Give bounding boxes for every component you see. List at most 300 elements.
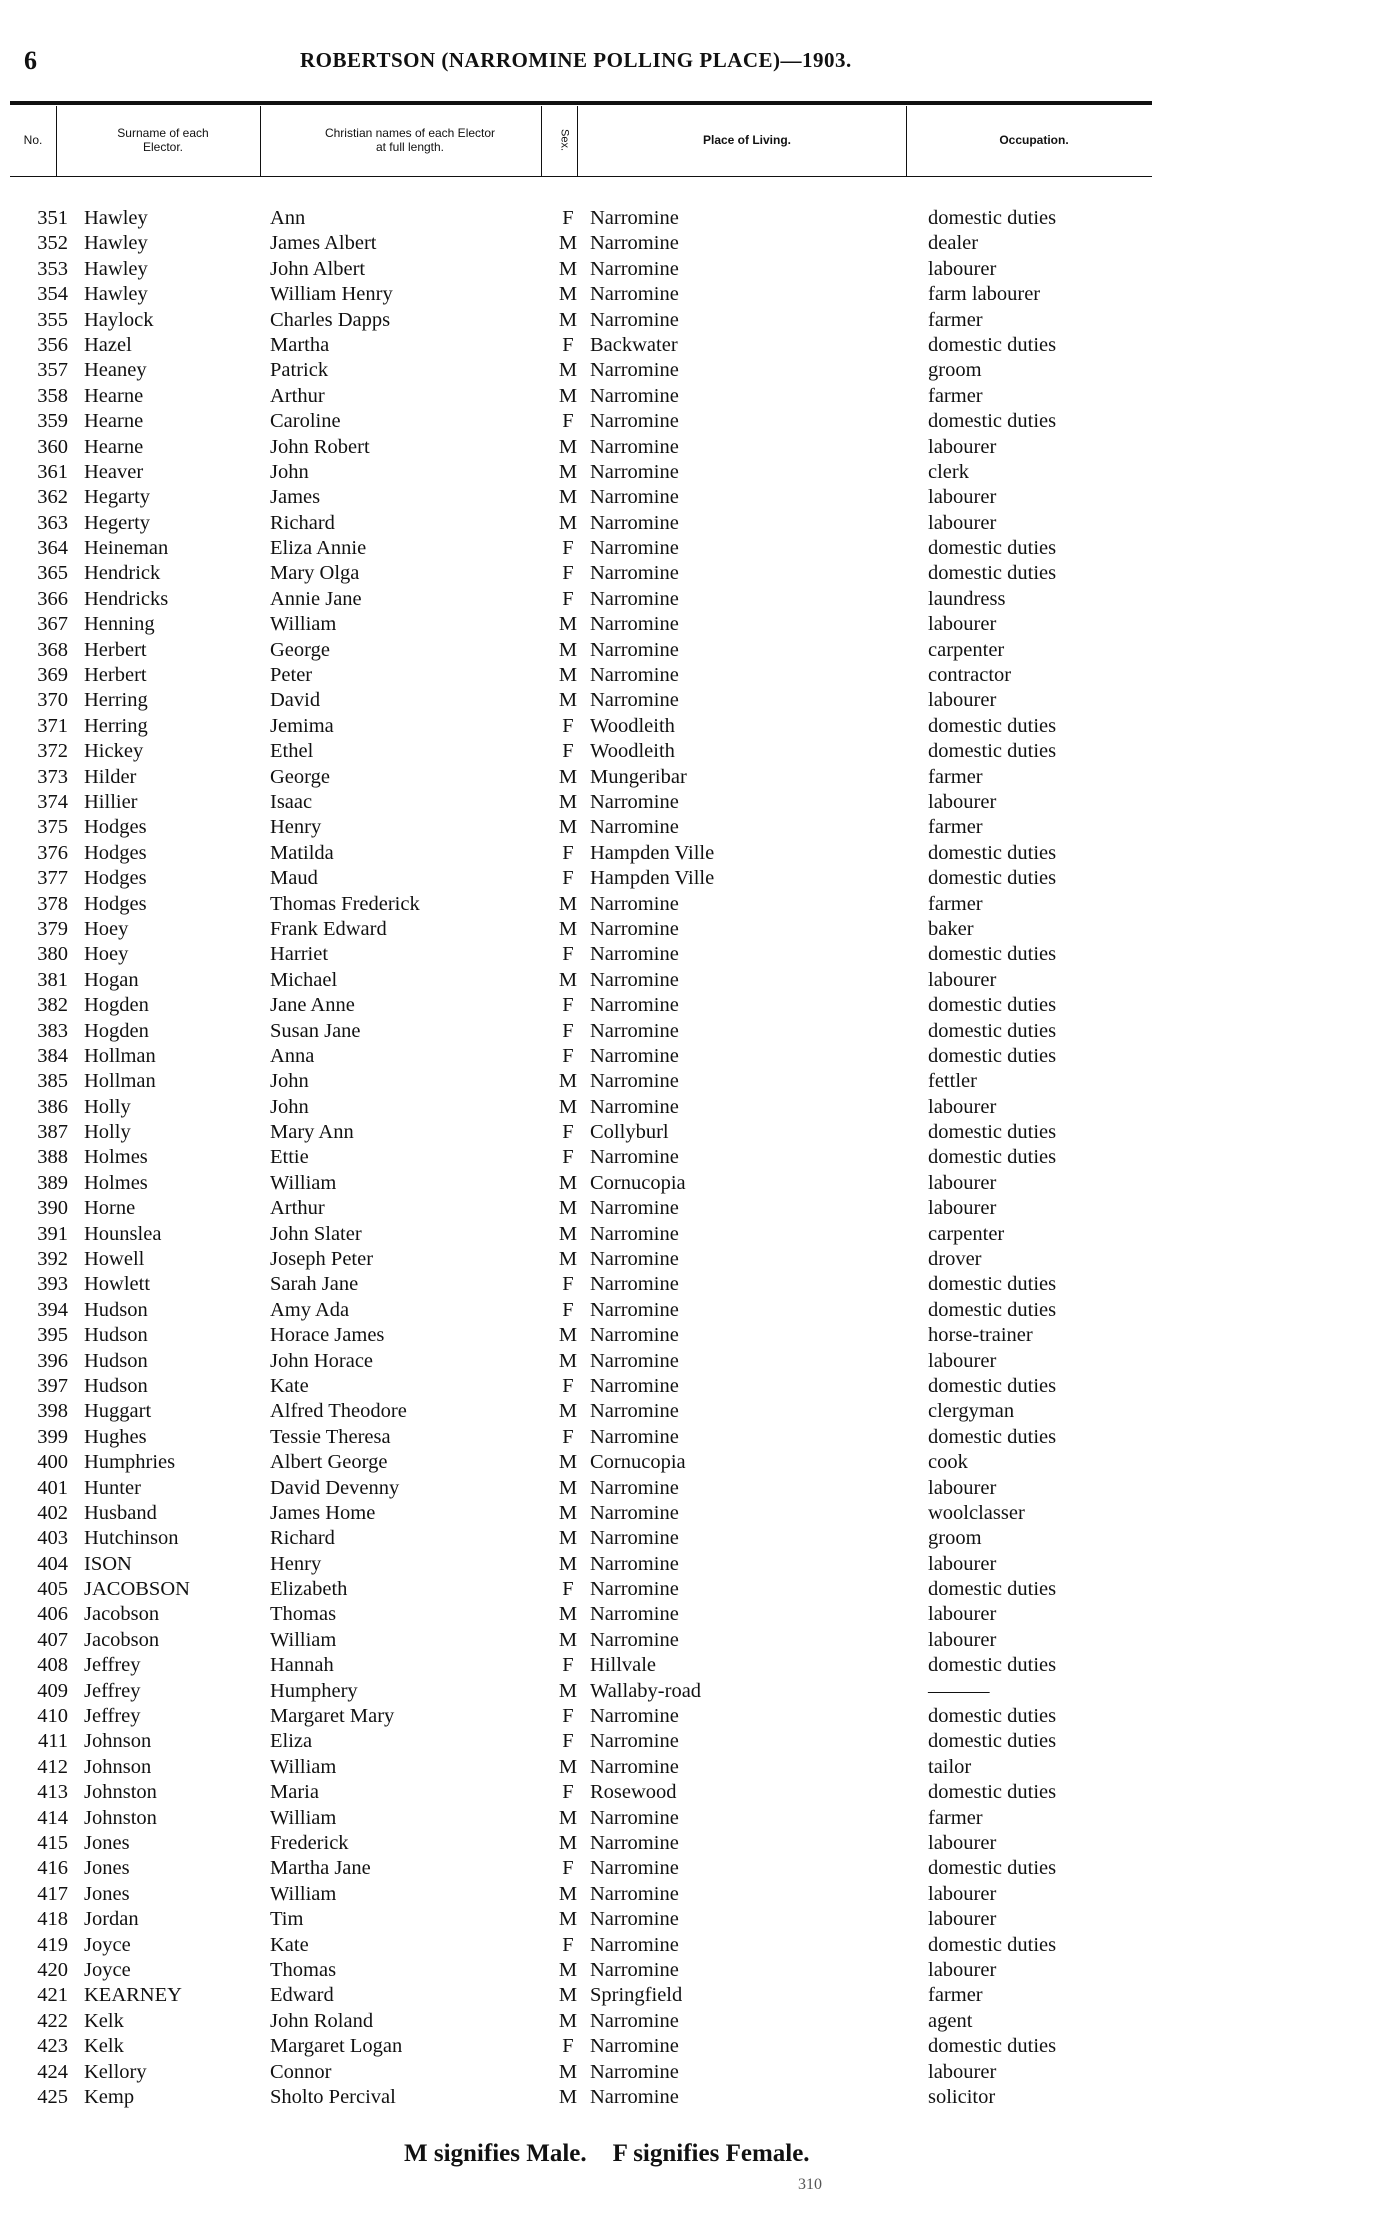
elector-number: 385 xyxy=(37,1070,68,1093)
elector-place: Narromine xyxy=(590,1044,679,1067)
elector-sex: M xyxy=(558,308,578,331)
elector-place: Hampden Ville xyxy=(590,841,715,864)
elector-surname: Johnson xyxy=(84,1755,152,1778)
elector-occupation: clergyman xyxy=(928,1400,1015,1423)
table-row xyxy=(0,942,1382,967)
elector-place: Narromine xyxy=(590,562,679,585)
elector-number: 380 xyxy=(37,943,68,966)
elector-christian-names: John xyxy=(270,1070,309,1093)
elector-sex: M xyxy=(558,1755,578,1778)
elector-surname: Jacobson xyxy=(84,1603,160,1626)
elector-sex: F xyxy=(562,740,574,763)
elector-christian-names: Ann xyxy=(270,207,306,229)
table-row xyxy=(0,1755,1382,1780)
elector-number: 399 xyxy=(37,1425,68,1448)
elector-occupation: domestic duties xyxy=(928,1121,1057,1144)
table-row xyxy=(0,1196,1382,1221)
elector-surname: Huggart xyxy=(84,1400,152,1423)
elector-surname: Johnston xyxy=(84,1806,157,1829)
table-row xyxy=(0,1679,1382,1704)
elector-place: Hillvale xyxy=(590,1654,657,1677)
female-legend: F signifies Female. xyxy=(612,2140,810,2167)
elector-christian-names: Tessie Theresa xyxy=(270,1425,391,1448)
elector-place: Narromine xyxy=(590,1501,679,1524)
elector-christian-names: Martha xyxy=(270,333,330,356)
elector-place: Rosewood xyxy=(590,1781,677,1804)
table-row xyxy=(0,917,1382,942)
column-divider xyxy=(906,106,907,176)
elector-place: Hampden Ville xyxy=(590,867,715,890)
elector-occupation: domestic duties xyxy=(928,740,1057,763)
elector-occupation: labourer xyxy=(928,1552,997,1575)
elector-place: Narromine xyxy=(590,1197,679,1220)
table-row xyxy=(0,1349,1382,1374)
elector-christian-names: William xyxy=(270,1171,337,1194)
elector-place: Narromine xyxy=(590,1832,679,1854)
elector-place: Narromine xyxy=(590,1755,679,1778)
elector-sex: M xyxy=(558,460,578,483)
elector-place: Backwater xyxy=(590,333,678,356)
elector-number: 392 xyxy=(37,1248,68,1271)
elector-surname: Johnston xyxy=(84,1781,157,1804)
elector-christian-names: Charles Dapps xyxy=(270,308,391,331)
elector-occupation: domestic duties xyxy=(928,1273,1057,1296)
table-row xyxy=(0,841,1382,866)
elector-sex: F xyxy=(562,1578,574,1601)
elector-surname: Hearne xyxy=(84,384,144,407)
elector-place: Narromine xyxy=(590,1019,679,1042)
header-occupation: Occupation. xyxy=(999,133,1069,147)
elector-place: Narromine xyxy=(590,410,679,433)
table-row xyxy=(0,1298,1382,1323)
elector-surname: Hoey xyxy=(84,943,129,966)
elector-sex: F xyxy=(562,562,574,585)
table-row xyxy=(0,1882,1382,1907)
elector-occupation: drover xyxy=(928,1248,982,1271)
elector-place: Narromine xyxy=(590,1958,679,1981)
elector-christian-names: Thomas xyxy=(270,1958,337,1981)
elector-christian-names: James Home xyxy=(270,1501,376,1524)
elector-occupation: contractor xyxy=(928,664,1012,687)
elector-sex: M xyxy=(558,1324,578,1347)
elector-number: 359 xyxy=(37,410,68,433)
elector-christian-names: Margaret Mary xyxy=(270,1705,395,1728)
elector-christian-names: Horace James xyxy=(270,1324,385,1347)
elector-number: 390 xyxy=(37,1197,68,1220)
table-row xyxy=(0,1450,1382,1475)
elector-number: 389 xyxy=(37,1171,68,1194)
table-row xyxy=(0,1831,1382,1856)
elector-number: 402 xyxy=(37,1501,68,1524)
elector-occupation: domestic duties xyxy=(928,714,1057,737)
elector-sex: F xyxy=(562,1425,574,1448)
elector-christian-names: Mary Ann xyxy=(270,1121,354,1144)
elector-number: 403 xyxy=(37,1527,68,1550)
header-surname-line: Elector. xyxy=(142,140,183,154)
elector-occupation: labourer xyxy=(928,1603,997,1626)
elector-number: 365 xyxy=(37,562,68,585)
elector-surname: Jordan xyxy=(84,1908,139,1931)
elector-surname: Herring xyxy=(84,689,148,712)
table-row xyxy=(0,892,1382,917)
elector-place: Springfield xyxy=(590,1984,683,2007)
elector-surname: Johnson xyxy=(84,1730,152,1753)
elector-christian-names: George xyxy=(270,638,330,661)
table-row xyxy=(0,206,1382,231)
elector-sex: F xyxy=(562,714,574,737)
elector-place: Narromine xyxy=(590,1425,679,1448)
elector-occupation: farmer xyxy=(928,384,983,407)
elector-christian-names: Kate xyxy=(270,1374,309,1397)
elector-surname: Hogan xyxy=(84,968,139,991)
elector-occupation: domestic duties xyxy=(928,1425,1057,1448)
table-row xyxy=(0,409,1382,434)
elector-place: Narromine xyxy=(590,892,679,915)
table-row xyxy=(0,866,1382,891)
table-row xyxy=(0,1095,1382,1120)
elector-christian-names: Peter xyxy=(270,664,313,687)
elector-surname: Horne xyxy=(84,1197,136,1220)
elector-christian-names: Joseph Peter xyxy=(270,1248,374,1271)
elector-place: Narromine xyxy=(590,1527,679,1550)
elector-surname: JACOBSON xyxy=(84,1578,190,1601)
elector-surname: Hendrick xyxy=(84,562,161,585)
elector-sex: M xyxy=(558,1476,578,1499)
elector-christian-names: Martha Jane xyxy=(270,1857,371,1880)
elector-number: 396 xyxy=(37,1349,68,1372)
elector-surname: Hodges xyxy=(84,892,147,915)
elector-occupation: domestic duties xyxy=(928,1705,1057,1728)
table-row xyxy=(0,1374,1382,1399)
elector-christian-names: John xyxy=(270,460,309,483)
elector-number: 369 xyxy=(37,664,68,687)
elector-sex: M xyxy=(558,1958,578,1981)
elector-place: Narromine xyxy=(590,1222,679,1245)
elector-number: 356 xyxy=(37,333,68,356)
elector-surname: Hodges xyxy=(84,816,147,839)
elector-sex: M xyxy=(558,765,578,788)
elector-place: Narromine xyxy=(590,435,679,458)
elector-sex: M xyxy=(558,2060,578,2083)
elector-number: 383 xyxy=(37,1019,68,1042)
header-christian-line: at full length. xyxy=(375,140,445,154)
elector-place: Narromine xyxy=(590,1806,679,1829)
elector-sex: M xyxy=(558,1603,578,1626)
table-row xyxy=(0,993,1382,1018)
header-christian xyxy=(270,106,550,174)
table-row xyxy=(0,714,1382,739)
elector-place: Narromine xyxy=(590,1705,679,1728)
elector-place: Narromine xyxy=(590,587,679,610)
elector-occupation: domestic duties xyxy=(928,1781,1057,1804)
elector-number: 353 xyxy=(37,257,68,280)
elector-christian-names: Alfred Theodore xyxy=(270,1400,407,1423)
elector-sex: M xyxy=(558,1832,578,1854)
column-divider xyxy=(577,106,578,176)
elector-christian-names: William xyxy=(270,1882,337,1905)
elector-christian-names: John xyxy=(270,1095,309,1118)
table-row xyxy=(0,790,1382,815)
elector-sex: F xyxy=(562,1146,574,1169)
elector-number: 370 xyxy=(37,689,68,712)
elector-place: Narromine xyxy=(590,790,679,813)
elector-surname: Holly xyxy=(84,1121,131,1144)
elector-number: 398 xyxy=(37,1400,68,1423)
elector-place: Narromine xyxy=(590,1908,679,1931)
elector-place: Narromine xyxy=(590,460,679,483)
elector-place: Narromine xyxy=(590,359,679,382)
elector-christian-names: James Albert xyxy=(270,232,377,255)
elector-christian-names: John Slater xyxy=(270,1222,362,1245)
elector-christian-names: Edward xyxy=(270,1984,334,2007)
elector-christian-names: William xyxy=(270,1628,337,1651)
elector-occupation: solicitor xyxy=(928,2085,996,2108)
elector-number: 367 xyxy=(37,613,68,636)
elector-sex: M xyxy=(558,283,578,306)
elector-occupation: farmer xyxy=(928,892,983,915)
elector-christian-names: Mary Olga xyxy=(270,562,360,585)
elector-christian-names: David xyxy=(270,689,321,712)
elector-sex: M xyxy=(558,816,578,839)
elector-number: 401 xyxy=(37,1476,68,1499)
elector-place: Narromine xyxy=(590,1146,679,1169)
elector-place: Woodleith xyxy=(590,714,675,737)
elector-occupation: labourer xyxy=(928,1171,997,1194)
elector-number: 361 xyxy=(37,460,68,483)
elector-occupation: domestic duties xyxy=(928,1933,1057,1956)
elector-place: Narromine xyxy=(590,816,679,839)
elector-christian-names: Richard xyxy=(270,511,335,534)
table-row xyxy=(0,1399,1382,1424)
elector-place: Narromine xyxy=(590,2035,679,2058)
table-row xyxy=(0,1933,1382,1958)
table-row xyxy=(0,1526,1382,1551)
elector-surname: Hawley xyxy=(84,207,148,229)
elector-christian-names: George xyxy=(270,765,330,788)
elector-christian-names: Frederick xyxy=(270,1832,349,1854)
elector-place: Narromine xyxy=(590,1578,679,1601)
elector-sex: F xyxy=(562,1121,574,1144)
header-sex: Sex. xyxy=(558,128,571,151)
table-row xyxy=(0,1780,1382,1805)
elector-number: 355 xyxy=(37,308,68,331)
elector-sex: M xyxy=(558,664,578,687)
elector-place: Wallaby-road xyxy=(590,1679,702,1702)
elector-number: 384 xyxy=(37,1044,68,1067)
elector-sex: M xyxy=(558,613,578,636)
elector-sex: M xyxy=(558,1349,578,1372)
table-row xyxy=(0,536,1382,561)
elector-sex: F xyxy=(562,1273,574,1296)
elector-christian-names: Ettie xyxy=(270,1146,309,1169)
elector-occupation: domestic duties xyxy=(928,537,1057,560)
elector-surname: Heaver xyxy=(84,460,144,483)
elector-surname: Hudson xyxy=(84,1374,148,1397)
elector-number: 423 xyxy=(37,2035,68,2058)
elector-number: 381 xyxy=(37,968,68,991)
elector-christian-names: John Horace xyxy=(270,1349,374,1372)
table-row xyxy=(0,1425,1382,1450)
elector-place: Narromine xyxy=(590,917,679,940)
elector-occupation: horse-trainer xyxy=(928,1324,1033,1347)
table-row xyxy=(0,561,1382,586)
elector-number: 388 xyxy=(37,1146,68,1169)
table-row xyxy=(0,688,1382,713)
page-title: ROBERTSON (NARROMINE POLLING PLACE)—1903. xyxy=(300,48,852,72)
elector-occupation: labourer xyxy=(928,1197,997,1220)
table-row xyxy=(0,1120,1382,1145)
elector-place: Narromine xyxy=(590,1552,679,1575)
table-row xyxy=(0,2009,1382,2034)
elector-number: 415 xyxy=(37,1832,68,1854)
elector-occupation: labourer xyxy=(928,613,997,636)
elector-occupation: domestic duties xyxy=(928,562,1057,585)
elector-occupation: labourer xyxy=(928,435,997,458)
elector-occupation: domestic duties xyxy=(928,1578,1057,1601)
elector-christian-names: Harriet xyxy=(270,943,329,966)
elector-number: 409 xyxy=(37,1679,68,1702)
elector-place: Narromine xyxy=(590,1730,679,1753)
table-row xyxy=(0,2085,1382,2110)
elector-sex: M xyxy=(558,232,578,255)
elector-surname: Holmes xyxy=(84,1146,148,1169)
elector-christian-names: Henry xyxy=(270,816,322,839)
elector-sex: M xyxy=(558,1628,578,1651)
elector-place: Woodleith xyxy=(590,740,675,763)
elector-number: 354 xyxy=(37,283,68,306)
elector-sex: F xyxy=(562,207,574,229)
elector-number: 422 xyxy=(37,2009,68,2032)
elector-christian-names: Hannah xyxy=(270,1654,334,1677)
elector-christian-names: John Albert xyxy=(270,257,366,280)
elector-number: 420 xyxy=(37,1958,68,1981)
elector-occupation: domestic duties xyxy=(928,1730,1057,1753)
elector-number: 425 xyxy=(37,2085,68,2108)
elector-number: 419 xyxy=(37,1933,68,1956)
elector-occupation: domestic duties xyxy=(928,867,1057,890)
electors-list xyxy=(0,206,1382,2110)
elector-number: 393 xyxy=(37,1273,68,1296)
elector-place: Narromine xyxy=(590,968,679,991)
table-row xyxy=(0,1323,1382,1348)
elector-sex: M xyxy=(558,2009,578,2032)
elector-place: Narromine xyxy=(590,384,679,407)
elector-number: 374 xyxy=(37,790,68,813)
elector-place: Cornucopia xyxy=(590,1451,686,1474)
elector-number: 410 xyxy=(37,1705,68,1728)
elector-place: Narromine xyxy=(590,232,679,255)
elector-christian-names: Isaac xyxy=(270,790,313,813)
elector-occupation: labourer xyxy=(928,257,997,280)
elector-christian-names: Caroline xyxy=(270,410,341,433)
elector-christian-names: Sarah Jane xyxy=(270,1273,359,1296)
elector-number: 371 xyxy=(37,714,68,737)
elector-number: 375 xyxy=(37,816,68,839)
elector-number: 424 xyxy=(37,2060,68,2083)
column-header-row xyxy=(10,106,1152,174)
elector-occupation: domestic duties xyxy=(928,1044,1057,1067)
elector-christian-names: James xyxy=(270,486,321,509)
elector-number: 377 xyxy=(37,867,68,890)
elector-christian-names: John Robert xyxy=(270,435,370,458)
elector-surname: Hegerty xyxy=(84,511,151,534)
elector-sex: M xyxy=(558,435,578,458)
elector-sex: F xyxy=(562,1933,574,1956)
table-row xyxy=(0,1958,1382,1983)
elector-sex: F xyxy=(562,841,574,864)
elector-surname: Hudson xyxy=(84,1349,148,1372)
elector-occupation: labourer xyxy=(928,790,997,813)
elector-sex: F xyxy=(562,2035,574,2058)
elector-number: 412 xyxy=(37,1755,68,1778)
table-row xyxy=(0,638,1382,663)
elector-number: 364 xyxy=(37,537,68,560)
table-row xyxy=(0,1019,1382,1044)
elector-surname: Hazel xyxy=(84,333,132,356)
elector-sex: M xyxy=(558,257,578,280)
header-surname-line: Surname of each xyxy=(117,126,209,140)
elector-christian-names: William xyxy=(270,613,337,636)
elector-number: 360 xyxy=(37,435,68,458)
elector-place: Narromine xyxy=(590,257,679,280)
elector-occupation: farmer xyxy=(928,1984,983,2007)
table-row xyxy=(0,231,1382,256)
header-no: No. xyxy=(23,133,43,147)
table-row xyxy=(0,1171,1382,1196)
elector-occupation: carpenter xyxy=(928,1222,1005,1245)
elector-number: 421 xyxy=(37,1984,68,2007)
elector-surname: Hodges xyxy=(84,867,147,890)
elector-christian-names: Connor xyxy=(270,2060,332,2083)
header-place: Place of Living. xyxy=(702,133,792,147)
elector-number: 418 xyxy=(37,1908,68,1931)
elector-number: 352 xyxy=(37,232,68,255)
elector-sex: M xyxy=(558,638,578,661)
elector-sex: M xyxy=(558,1806,578,1829)
elector-number: 417 xyxy=(37,1882,68,1905)
elector-surname: Heaney xyxy=(84,359,147,382)
elector-number: 379 xyxy=(37,917,68,940)
elector-surname: Hearne xyxy=(84,410,144,433)
elector-number: 366 xyxy=(37,587,68,610)
elector-occupation: domestic duties xyxy=(928,410,1057,433)
elector-christian-names: Matilda xyxy=(270,841,334,864)
elector-surname: Herbert xyxy=(84,638,147,661)
elector-occupation: farm labourer xyxy=(928,283,1041,306)
elector-place: Narromine xyxy=(590,1095,679,1118)
elector-sex: M xyxy=(558,1171,578,1194)
elector-occupation: labourer xyxy=(928,689,997,712)
elector-place: Narromine xyxy=(590,994,679,1017)
elector-place: Mungeribar xyxy=(590,765,687,788)
elector-sex: F xyxy=(562,410,574,433)
elector-sex: F xyxy=(562,1374,574,1397)
elector-sex: M xyxy=(558,1197,578,1220)
elector-surname: Jeffrey xyxy=(84,1654,141,1677)
elector-sex: M xyxy=(558,1908,578,1931)
elector-place: Narromine xyxy=(590,638,679,661)
elector-christian-names: Eliza xyxy=(270,1730,313,1753)
elector-place: Narromine xyxy=(590,537,679,560)
elector-occupation: labourer xyxy=(928,511,997,534)
elector-sex: M xyxy=(558,689,578,712)
elector-occupation: farmer xyxy=(928,765,983,788)
table-row xyxy=(0,384,1382,409)
elector-place: Narromine xyxy=(590,207,679,229)
elector-surname: Hunter xyxy=(84,1476,141,1499)
elector-occupation: agent xyxy=(928,2009,973,2032)
elector-number: 386 xyxy=(37,1095,68,1118)
